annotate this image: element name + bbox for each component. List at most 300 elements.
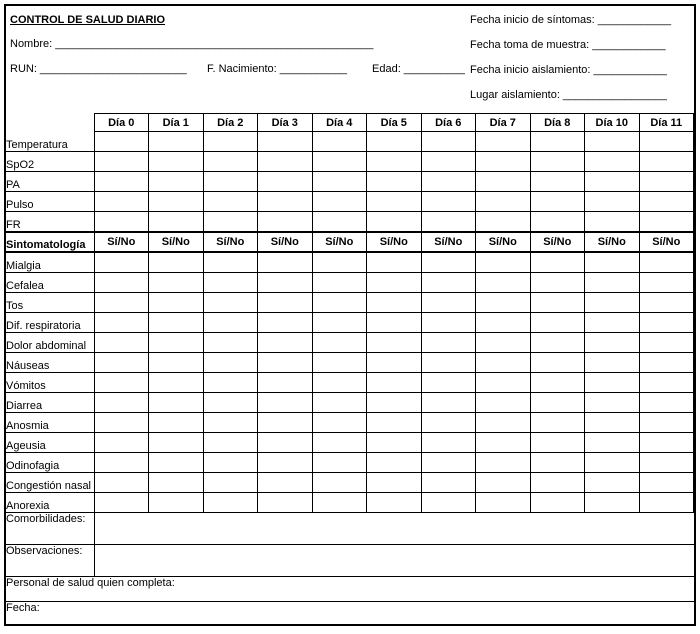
symptom-row: [6, 393, 694, 413]
day-header-cell: Día 5: [367, 114, 422, 132]
comorbilidades-row-field: [94, 513, 694, 545]
entry-cell: [421, 313, 476, 333]
fecha-aislamiento-blank: ____________: [593, 64, 667, 76]
day-header-cell: Día 3: [258, 114, 313, 132]
row-label: Náuseas: [6, 353, 94, 373]
row-label: Dif. respiratoria: [6, 313, 94, 333]
symptom-row: [6, 252, 694, 273]
entry-cell: [94, 293, 149, 313]
entry-cell: [530, 333, 585, 353]
sino-cell: Sí/No: [258, 232, 313, 252]
entry-cell: [312, 373, 367, 393]
day-header-cell: Día 4: [312, 114, 367, 132]
entry-cell: [639, 192, 694, 212]
entry-cell: [203, 453, 258, 473]
entry-cell: [585, 172, 640, 192]
fecha-sintomas-label: Fecha inicio de síntomas:: [470, 14, 595, 26]
entry-cell: [476, 493, 531, 513]
run-field: [10, 62, 207, 77]
entry-cell: [585, 132, 640, 152]
symptom-row: [6, 313, 694, 333]
entry-cell: [530, 473, 585, 493]
entry-cell: [476, 353, 531, 373]
entry-cell: [312, 473, 367, 493]
entry-cell: [421, 192, 476, 212]
entry-cell: [476, 252, 531, 273]
entry-cell: [149, 132, 204, 152]
entry-cell: [203, 373, 258, 393]
entry-cell: [94, 152, 149, 172]
nacimiento-label: F. Nacimiento:: [207, 63, 277, 75]
row-label: Vómitos: [6, 373, 94, 393]
entry-cell: [94, 413, 149, 433]
entry-cell: [530, 273, 585, 293]
row-label: FR: [6, 212, 94, 233]
symptom-row: [6, 373, 694, 393]
row-label: Tos: [6, 293, 94, 313]
entry-cell: [421, 293, 476, 313]
entry-cell: [258, 132, 313, 152]
entry-cell: [258, 313, 313, 333]
entry-cell: [203, 433, 258, 453]
run-blank: ________________________: [39, 63, 187, 75]
entry-cell: [203, 152, 258, 172]
entry-cell: [258, 393, 313, 413]
entry-cell: [149, 493, 204, 513]
fecha-sintomas-blank: ____________: [597, 14, 672, 26]
day-header-cell: Día 8: [530, 114, 585, 132]
comorbilidades-row: [6, 513, 694, 545]
entry-cell: [585, 313, 640, 333]
entry-cell: [94, 132, 149, 152]
entry-cell: [312, 313, 367, 333]
entry-cell: [149, 453, 204, 473]
vital-row: [6, 132, 694, 152]
sino-cell: Sí/No: [203, 232, 258, 252]
entry-cell: [530, 212, 585, 233]
entry-cell: [258, 433, 313, 453]
entry-cell: [367, 212, 422, 233]
entry-cell: [258, 293, 313, 313]
symptom-row: [6, 433, 694, 453]
entry-cell: [203, 273, 258, 293]
entry-cell: [639, 132, 694, 152]
entry-cell: [530, 172, 585, 192]
entry-cell: [149, 353, 204, 373]
edad-label: Edad:: [372, 63, 401, 75]
entry-cell: [258, 353, 313, 373]
entry-cell: [149, 273, 204, 293]
symptom-row: [6, 453, 694, 473]
fecha-muestra-blank: ____________: [592, 39, 666, 51]
fecha-row: [6, 602, 694, 625]
entry-cell: [94, 252, 149, 273]
entry-cell: [639, 293, 694, 313]
day-header-cell: Día 0: [94, 114, 149, 132]
entry-cell: [367, 313, 422, 333]
entry-cell: [94, 333, 149, 353]
entry-cell: [367, 393, 422, 413]
entry-cell: [367, 413, 422, 433]
day-header-cell: Día 7: [476, 114, 531, 132]
row-label: Anorexia: [6, 493, 94, 513]
entry-cell: [94, 453, 149, 473]
sino-cell: Sí/No: [149, 232, 204, 252]
entry-cell: [258, 453, 313, 473]
entry-cell: [94, 212, 149, 233]
sino-cell: Sí/No: [94, 232, 149, 252]
entry-cell: [585, 273, 640, 293]
comorbilidades-label: Comorbilidades:: [6, 513, 94, 545]
entry-cell: [94, 373, 149, 393]
fecha-muestra-field: [470, 38, 688, 53]
entry-cell: [258, 413, 313, 433]
entry-cell: [421, 252, 476, 273]
entry-cell: [639, 493, 694, 513]
symptom-row: [6, 273, 694, 293]
symptom-row: [6, 293, 694, 313]
personal-row: [6, 577, 694, 602]
entry-cell: [639, 313, 694, 333]
entry-cell: [258, 252, 313, 273]
nacimiento-blank: ___________: [279, 63, 347, 75]
symptom-row: [6, 473, 694, 493]
entry-cell: [476, 152, 531, 172]
entry-cell: [312, 493, 367, 513]
entry-cell: [639, 273, 694, 293]
entry-cell: [94, 393, 149, 413]
vital-row: [6, 192, 694, 212]
entry-cell: [639, 172, 694, 192]
entry-cell: [530, 252, 585, 273]
entry-cell: [149, 172, 204, 192]
entry-cell: [203, 192, 258, 212]
entry-cell: [312, 353, 367, 373]
entry-cell: [530, 353, 585, 373]
entry-cell: [421, 393, 476, 413]
entry-cell: [94, 433, 149, 453]
entry-cell: [367, 473, 422, 493]
fecha-aislamiento-label: Fecha inicio aislamiento:: [470, 64, 591, 76]
entry-cell: [421, 212, 476, 233]
fecha-row-label: Fecha:: [6, 602, 40, 614]
entry-cell: [203, 393, 258, 413]
sino-cell: Sí/No: [639, 232, 694, 252]
fecha-muestra-label: Fecha toma de muestra:: [470, 39, 590, 51]
entry-cell: [530, 293, 585, 313]
entry-cell: [530, 373, 585, 393]
entry-cell: [149, 293, 204, 313]
vital-row: [6, 172, 694, 192]
entry-cell: [367, 252, 422, 273]
sino-cell: Sí/No: [312, 232, 367, 252]
entry-cell: [149, 473, 204, 493]
entry-cell: [312, 192, 367, 212]
form-header: [6, 6, 694, 113]
entry-cell: [312, 333, 367, 353]
entry-cell: [639, 353, 694, 373]
entry-cell: [639, 473, 694, 493]
edad-field: [372, 62, 465, 77]
entry-cell: [476, 273, 531, 293]
symptom-section-label: Sintomatología: [6, 232, 94, 252]
entry-cell: [421, 172, 476, 192]
entry-cell: [476, 192, 531, 212]
entry-cell: [421, 373, 476, 393]
entry-cell: [367, 353, 422, 373]
row-label: Cefalea: [6, 273, 94, 293]
entry-cell: [312, 453, 367, 473]
sino-cell: Sí/No: [421, 232, 476, 252]
entry-cell: [476, 413, 531, 433]
fecha-sintomas-field: [470, 13, 688, 28]
sino-cell: Sí/No: [367, 232, 422, 252]
entry-cell: [94, 313, 149, 333]
entry-cell: [149, 252, 204, 273]
entry-cell: [312, 252, 367, 273]
entry-cell: [639, 373, 694, 393]
entry-cell: [203, 473, 258, 493]
entry-cell: [421, 433, 476, 453]
entry-cell: [94, 172, 149, 192]
entry-cell: [585, 433, 640, 453]
row-label: Temperatura: [6, 132, 94, 152]
personal-row-label: Personal de salud quien completa:: [6, 577, 694, 602]
entry-cell: [367, 493, 422, 513]
corner-cell: [6, 114, 94, 132]
edad-blank: __________: [403, 63, 465, 75]
entry-cell: [149, 212, 204, 233]
entry-cell: [312, 132, 367, 152]
entry-cell: [367, 152, 422, 172]
entry-cell: [258, 473, 313, 493]
entry-cell: [149, 313, 204, 333]
entry-cell: [94, 493, 149, 513]
lugar-aislamiento-field: [470, 88, 688, 103]
entry-cell: [639, 152, 694, 172]
fecha-aislamiento-field: [470, 63, 688, 78]
entry-cell: [312, 212, 367, 233]
row-label: Anosmia: [6, 413, 94, 433]
vital-row: [6, 152, 694, 172]
entry-cell: [421, 132, 476, 152]
entry-cell: [530, 493, 585, 513]
entry-cell: [149, 152, 204, 172]
entry-cell: [203, 293, 258, 313]
entry-cell: [585, 493, 640, 513]
row-label: SpO2: [6, 152, 94, 172]
sino-cell: Sí/No: [476, 232, 531, 252]
nombre-label: Nombre:: [10, 38, 53, 50]
entry-cell: [476, 313, 531, 333]
symptom-row: [6, 333, 694, 353]
entry-cell: [367, 373, 422, 393]
entry-cell: [530, 132, 585, 152]
header-left: [10, 13, 470, 113]
entry-cell: [258, 333, 313, 353]
entry-cell: [585, 192, 640, 212]
sino-cell: Sí/No: [530, 232, 585, 252]
entry-cell: [476, 373, 531, 393]
run-line: [10, 62, 470, 77]
entry-cell: [367, 273, 422, 293]
entry-cell: [476, 433, 531, 453]
day-header-cell: Día 11: [639, 114, 694, 132]
run-label: RUN:: [10, 63, 37, 75]
header-right: [470, 13, 688, 113]
row-label: Congestión nasal: [6, 473, 94, 493]
symptom-header-row: [6, 232, 694, 252]
entry-cell: [203, 353, 258, 373]
entry-cell: [203, 313, 258, 333]
observaciones-row: [6, 545, 694, 577]
entry-cell: [312, 152, 367, 172]
row-label: PA: [6, 172, 94, 192]
entry-cell: [94, 473, 149, 493]
entry-cell: [149, 393, 204, 413]
entry-cell: [530, 433, 585, 453]
entry-cell: [476, 172, 531, 192]
entry-cell: [585, 473, 640, 493]
entry-cell: [639, 333, 694, 353]
row-label: Pulso: [6, 192, 94, 212]
entry-cell: [421, 473, 476, 493]
entry-cell: [203, 252, 258, 273]
day-header-cell: Día 2: [203, 114, 258, 132]
entry-cell: [585, 453, 640, 473]
entry-cell: [639, 453, 694, 473]
observaciones-row-field: [94, 545, 694, 577]
entry-cell: [149, 413, 204, 433]
entry-cell: [585, 333, 640, 353]
entry-cell: [367, 172, 422, 192]
entry-cell: [312, 413, 367, 433]
nacimiento-field: [207, 62, 372, 77]
entry-cell: [421, 152, 476, 172]
lugar-aislamiento-label: Lugar aislamiento:: [470, 89, 560, 101]
nombre-field: [10, 37, 470, 52]
entry-cell: [367, 333, 422, 353]
entry-cell: [639, 212, 694, 233]
entry-cell: [203, 413, 258, 433]
entry-cell: [639, 413, 694, 433]
entry-cell: [639, 393, 694, 413]
entry-cell: [530, 313, 585, 333]
entry-cell: [149, 433, 204, 453]
nombre-blank: ____________________________________________________: [55, 38, 374, 50]
entry-cell: [258, 373, 313, 393]
entry-cell: [203, 212, 258, 233]
entry-cell: [258, 273, 313, 293]
entry-cell: [149, 192, 204, 212]
observaciones-label: Observaciones:: [6, 545, 94, 577]
entry-cell: [530, 192, 585, 212]
entry-cell: [530, 152, 585, 172]
entry-cell: [421, 353, 476, 373]
entry-cell: [585, 353, 640, 373]
entry-cell: [149, 333, 204, 353]
sino-cell: Sí/No: [585, 232, 640, 252]
entry-cell: [258, 192, 313, 212]
entry-cell: [585, 413, 640, 433]
day-header-row: [6, 114, 694, 132]
health-control-form: [4, 4, 696, 626]
symptom-row: [6, 353, 694, 373]
entry-cell: [367, 132, 422, 152]
entry-cell: [421, 493, 476, 513]
entry-cell: [367, 293, 422, 313]
entry-cell: [258, 212, 313, 233]
entry-cell: [94, 273, 149, 293]
entry-cell: [203, 333, 258, 353]
entry-cell: [476, 293, 531, 313]
entry-cell: [312, 172, 367, 192]
entry-cell: [476, 132, 531, 152]
row-label: Ageusia: [6, 433, 94, 453]
entry-cell: [585, 152, 640, 172]
entry-cell: [312, 433, 367, 453]
entry-cell: [530, 413, 585, 433]
daily-table: [6, 113, 694, 624]
entry-cell: [312, 393, 367, 413]
entry-cell: [149, 373, 204, 393]
entry-cell: [203, 493, 258, 513]
entry-cell: [367, 433, 422, 453]
entry-cell: [585, 212, 640, 233]
lugar-aislamiento-blank: _________________: [562, 89, 667, 101]
entry-cell: [367, 453, 422, 473]
entry-cell: [258, 172, 313, 192]
entry-cell: [476, 212, 531, 233]
vital-row: [6, 212, 694, 233]
row-label: Diarrea: [6, 393, 94, 413]
symptom-row: [6, 493, 694, 513]
entry-cell: [476, 453, 531, 473]
entry-cell: [421, 453, 476, 473]
entry-cell: [530, 393, 585, 413]
entry-cell: [585, 293, 640, 313]
entry-cell: [476, 473, 531, 493]
form-title: CONTROL DE SALUD DIARIO: [10, 14, 166, 26]
entry-cell: [639, 252, 694, 273]
entry-cell: [203, 172, 258, 192]
entry-cell: [585, 373, 640, 393]
entry-cell: [421, 333, 476, 353]
day-header-cell: Día 1: [149, 114, 204, 132]
row-label: Odinofagia: [6, 453, 94, 473]
day-header-cell: Día 6: [421, 114, 476, 132]
entry-cell: [421, 273, 476, 293]
entry-cell: [312, 293, 367, 313]
entry-cell: [94, 192, 149, 212]
entry-cell: [258, 152, 313, 172]
symptom-row: [6, 413, 694, 433]
row-label: Mialgia: [6, 252, 94, 273]
entry-cell: [476, 393, 531, 413]
entry-cell: [585, 393, 640, 413]
entry-cell: [585, 252, 640, 273]
daily-table-body: [6, 114, 694, 625]
entry-cell: [639, 433, 694, 453]
entry-cell: [312, 273, 367, 293]
entry-cell: [476, 333, 531, 353]
entry-cell: [367, 192, 422, 212]
entry-cell: [203, 132, 258, 152]
entry-cell: [94, 353, 149, 373]
row-label: Dolor abdominal: [6, 333, 94, 353]
entry-cell: [530, 453, 585, 473]
day-header-cell: Día 10: [585, 114, 640, 132]
